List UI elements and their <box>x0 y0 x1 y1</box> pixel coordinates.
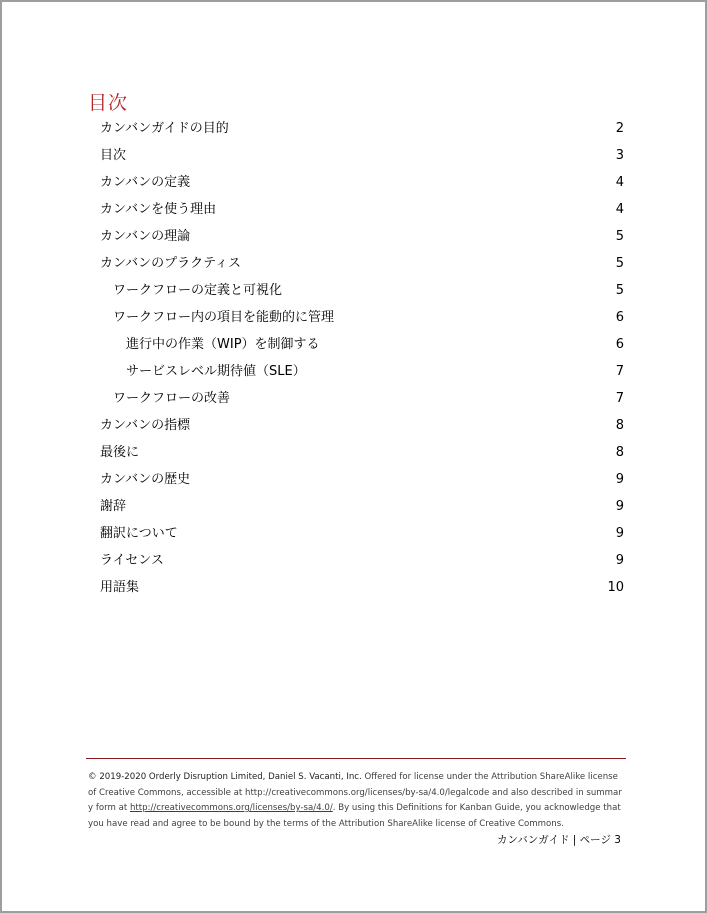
toc-entry-page: 9 <box>615 472 624 487</box>
toc-entry-label: カンバンを使う理由 <box>100 202 217 217</box>
toc-entry-page: 5 <box>615 256 624 271</box>
toc-entry[interactable] <box>100 358 624 385</box>
toc-entry[interactable] <box>100 331 624 358</box>
toc-entry-label: ライセンス <box>100 553 164 568</box>
footer-divider <box>86 758 626 759</box>
toc-entry-label: カンバンの歴史 <box>100 472 191 487</box>
toc-entry-page: 3 <box>615 148 624 163</box>
toc-entry-page: 9 <box>615 499 624 514</box>
toc-entry[interactable] <box>100 493 624 520</box>
toc-entry-label: カンバンの定義 <box>100 175 191 190</box>
toc-entry[interactable] <box>100 169 624 196</box>
toc-entry-page: 2 <box>615 121 624 136</box>
license-link[interactable]: http://creativecommons.org/licenses/by-sa/4.0/ <box>129 803 333 813</box>
toc-entry-page: 7 <box>615 364 624 379</box>
toc-entry-label: 最後に <box>100 445 140 460</box>
toc-entry[interactable] <box>100 439 624 466</box>
toc-entry-label: カンバンの指標 <box>100 418 191 433</box>
toc-entry[interactable] <box>100 547 624 574</box>
toc-entry[interactable] <box>100 385 624 412</box>
toc-list <box>100 115 624 601</box>
toc-entry[interactable] <box>100 223 624 250</box>
toc-entry-page: 8 <box>615 445 624 460</box>
toc-entry-page: 6 <box>615 337 624 352</box>
toc-entry[interactable] <box>100 277 624 304</box>
toc-entry[interactable] <box>100 412 624 439</box>
footer-license-text <box>88 770 622 832</box>
toc-entry[interactable] <box>100 520 624 547</box>
footer-license-part1: Offered for license under the Attribution ShareAlike license of Creative Commons, accessible at http://creativecommons.org/licenses/by-sa/4.0/legalcode and also described in summary form at <box>88 772 622 813</box>
toc-entry[interactable] <box>100 196 624 223</box>
toc-entry-label: ワークフローの定義と可視化 <box>113 283 283 298</box>
toc-entry-page: 10 <box>607 580 624 595</box>
toc-entry-label: カンバンガイドの目的 <box>100 121 229 136</box>
toc-entry-label: 目次 <box>100 148 127 163</box>
toc-entry[interactable] <box>100 115 624 142</box>
toc-entry-label: ワークフローの改善 <box>113 391 231 406</box>
toc-entry-page: 5 <box>615 283 624 298</box>
toc-entry-page: 4 <box>615 202 624 217</box>
toc-entry-label: 進行中の作業（WIP）を制御する <box>126 337 320 352</box>
toc-entry-label: サービスレベル期待値（SLE） <box>126 364 306 379</box>
footer-copyright: © 2019-2020 Orderly Disruption Limited, Daniel S. Vacanti, Inc. <box>88 772 362 782</box>
toc-entry-label: 謝辞 <box>100 499 127 514</box>
toc-entry-page: 6 <box>615 310 624 325</box>
toc-entry-label: 用語集 <box>100 580 140 595</box>
toc-entry-page: 4 <box>615 175 624 190</box>
toc-entry-page: 9 <box>615 526 624 541</box>
toc-entry-label: 翻訳について <box>100 526 178 541</box>
toc-entry[interactable] <box>100 574 624 601</box>
toc-entry-page: 7 <box>615 391 624 406</box>
toc-entry-page: 8 <box>615 418 624 433</box>
footer-license-part2: . By using this Definitions for Kanban Guide, you acknowledge that you have read and agree to be bound by the terms of the Attribution ShareAlike license of Creative Commons. <box>88 803 621 829</box>
footer-page-label: カンバンガイド | ページ 3 <box>497 834 621 846</box>
toc-entry[interactable] <box>100 142 624 169</box>
toc-entry[interactable] <box>100 466 624 493</box>
toc-title: 目次 <box>88 92 129 114</box>
toc-entry[interactable] <box>100 304 624 331</box>
toc-entry[interactable] <box>100 250 624 277</box>
toc-entry-page: 5 <box>615 229 624 244</box>
toc-entry-label: ワークフロー内の項目を能動的に管理 <box>113 310 335 325</box>
toc-entry-label: カンバンの理論 <box>100 229 191 244</box>
toc-entry-page: 9 <box>615 553 624 568</box>
toc-entry-label: カンバンのプラクティス <box>100 256 242 271</box>
